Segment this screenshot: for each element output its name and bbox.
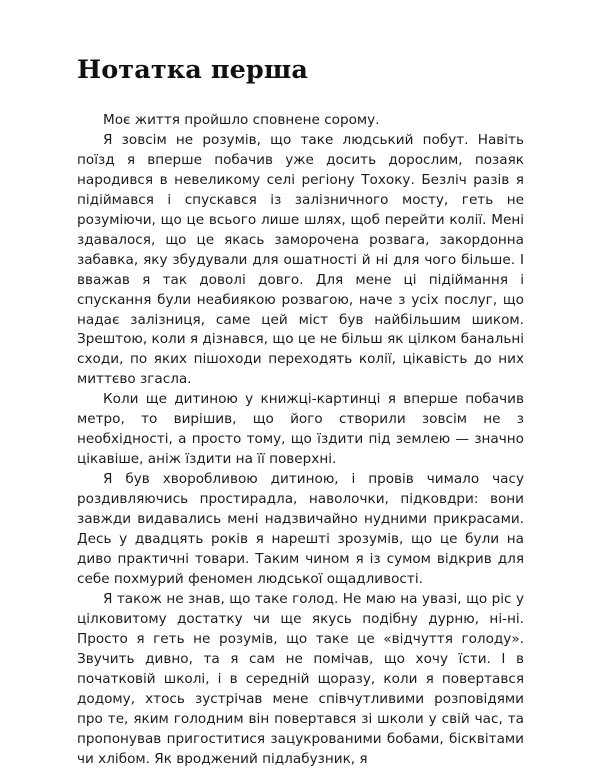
paragraph: Моє життя пройшло сповнене сорому. [103,112,380,128]
page-title: Нотатка перша [77,55,308,85]
body-text [77,111,524,769]
paragraph: Коли ще дитиною у книжці-картинці я вперше побачив метро, то вирішив, що його створили зовсім не з необхідності, а просто тому, що їздити під землею — значно цікавіше, аніж їздити на її поверхні. [77,391,524,468]
paragraph: Я був хворобливою дитиною, і провів чимало часу роздивляючись простирадла, наволочки, підковдри: вони завжди видавались мені надзвичайно нудними прикрасами. Десь у двадцять років я нарешті зрозумів, що це були на диво практичні товари. Таким чином я із сумом відкрив для себе похмурий феномен людської ощадливості. [77,471,524,587]
page-content [77,55,524,769]
paragraph: Я також не знав, що таке голод. Не маю на увазі, що ріс у цілковитому достатку чи ще якусь подібну дурню, ні-ні. Просто я геть не розумів, що таке це «відчуття голоду». Звучить дивно, та я сам не помічав, що хочу їсти. І в початковій школі, і в середній щоразу, коли я повертався додому, хтось зустрічав мене співчутливими розповідями про те, яким голодним він повертався зі школи у свій час, та пропонував пригоститися зацукрованими бобами, бісквітами чи хлібом. Як вроджений підлабузник, я [77,590,524,767]
paragraph: Я зовсім не розумів, що таке людський побут. Навіть поїзд я вперше побачив уже досить дорослим, позаяк народився в невеликому селі регіону Тохоку. Безліч разів я підіймався і спускався із залізничного мосту, геть не розуміючи, що це всього лише шлях, щоб перейти колії. Мені здавалося, що це якась заморочена розвага, закордонна забавка, яку збудували для ошатності й ні для чого більше. І вважав я так доволі довго. Для мене ці підіймання і спускання були неабиякою розвагою, наче з усіх послуг, що надає залізниця, саме цей міст був найбільшим шиком. Зрештою, коли я дізнався, що це не більш як цілком банальні сходи, по яких пішоходи переходять колії, цікавість до них миттєво згасла. [77,131,524,388]
